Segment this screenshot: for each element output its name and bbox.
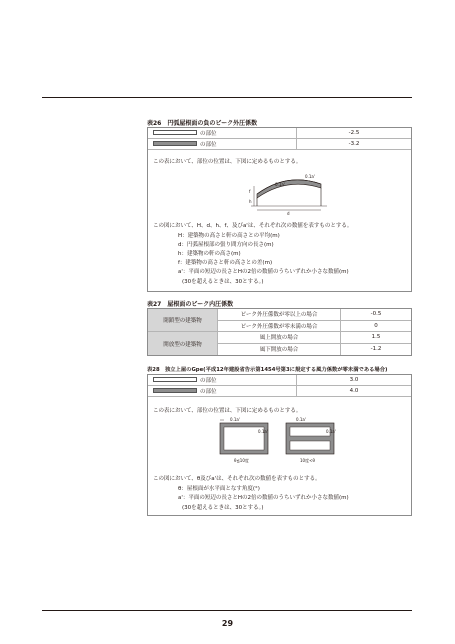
row-value: -1.2 xyxy=(370,346,382,353)
row-value: 3.0 xyxy=(349,377,359,383)
table26 xyxy=(147,127,412,292)
condition: ピーク外圧係数が零以上の場合 xyxy=(240,312,318,319)
table28-row xyxy=(148,375,411,386)
def-item: H：建築物の高さと軒の高さとの平均(m) xyxy=(178,233,280,239)
header-rule xyxy=(42,97,412,98)
condition: ピーク外圧係数が零未満の場合 xyxy=(240,323,318,330)
row-value: -2.5 xyxy=(348,130,360,136)
label-edge1: 0.1a' xyxy=(275,182,285,187)
table27-caption: 表27 屋根面のピーク内圧係数 xyxy=(147,301,234,308)
label-top: 0.1a' xyxy=(230,417,240,422)
label-right: 0.1a' xyxy=(258,429,268,434)
row-value: -0.5 xyxy=(370,311,382,318)
label-edge2: 0.1a' xyxy=(305,174,315,179)
def-item: (30を超えるときは、30とする。) xyxy=(182,505,264,511)
row-label: の部位 xyxy=(200,142,217,148)
group-label-closed: 閉鎖型の建築物 xyxy=(148,309,218,332)
label-f: f xyxy=(249,189,251,194)
label-d: d xyxy=(287,211,290,216)
row-value: -3.2 xyxy=(348,141,360,147)
page-number: 29 xyxy=(221,619,234,628)
row-value: 1.5 xyxy=(371,334,381,341)
table26-legend-intro: この図において、H、d、h、f、及びa'は、それぞれ次の数値を表すものとする。 xyxy=(153,223,353,229)
fig-caption: 10度<θ xyxy=(300,458,315,463)
canopy-diagram-pitched xyxy=(282,417,344,463)
table28-legend-intro: この図において、θ及びa'は、それぞれ次の数値を表すものとする。 xyxy=(153,476,321,482)
def-item: θ：屋根面が水平面となす角度(°) xyxy=(178,486,260,492)
row-value: 4.0 xyxy=(349,388,359,394)
table28-intro: この表において、部位の位置は、下図に定めるものとする。 xyxy=(153,408,302,414)
table27 xyxy=(147,308,412,356)
fig-caption: θ≦10度 xyxy=(234,458,249,463)
table27-row xyxy=(218,321,411,333)
table26-row xyxy=(148,139,411,150)
def-item: h：建築物の軒の高さ(m) xyxy=(178,251,241,257)
label-h: h xyxy=(249,199,252,204)
table26-caption: 表26 円弧屋根面の負のピーク外圧係数 xyxy=(147,120,258,127)
row-label: の部位 xyxy=(200,131,217,137)
def-item: f：建築物の高さと軒の高さとの差(m) xyxy=(178,260,273,266)
canopy-diagram-flat xyxy=(218,417,278,463)
table27-row xyxy=(218,344,411,356)
table27-row xyxy=(218,332,411,344)
table26-intro: この表において、部位の位置は、下図に定めるものとする。 xyxy=(153,159,302,165)
table26-row xyxy=(148,128,411,139)
def-item: a'：平面の短辺の長さとHの2倍の数値のうちいずれか小さな数値(m) xyxy=(178,495,349,501)
white-swatch xyxy=(153,377,197,382)
arched-roof-diagram xyxy=(243,168,338,216)
label-right: 0.1a' xyxy=(326,429,336,434)
row-value: 0 xyxy=(374,322,378,329)
def-item: (30を超えるときは、30とする。) xyxy=(182,279,264,285)
table27-row xyxy=(218,309,411,321)
row-label: の部位 xyxy=(200,389,217,395)
table28-row xyxy=(148,386,411,397)
label-top: 0.1a' xyxy=(296,417,306,422)
def-item: d：円弧屋根部の張り間方向の長さ(m) xyxy=(178,242,274,248)
white-swatch xyxy=(153,130,197,135)
gray-swatch xyxy=(153,141,197,146)
group-label-open: 開放型の建築物 xyxy=(148,332,218,355)
table28-caption: 表28 独立上屋のGpe(平成12年建設省告示第1454号第3に規定する風力係数が零未満である場合) xyxy=(147,367,388,373)
gray-swatch xyxy=(153,388,197,393)
condition: 風上開放の場合 xyxy=(259,335,299,342)
footer-rule xyxy=(42,610,412,611)
condition: 風下開放の場合 xyxy=(259,347,299,354)
def-item: a'：平面の短辺の長さとHの2倍の数値のうちいずれか小さな数値(m) xyxy=(178,269,349,275)
table28 xyxy=(147,374,412,516)
row-label: の部位 xyxy=(200,378,217,384)
